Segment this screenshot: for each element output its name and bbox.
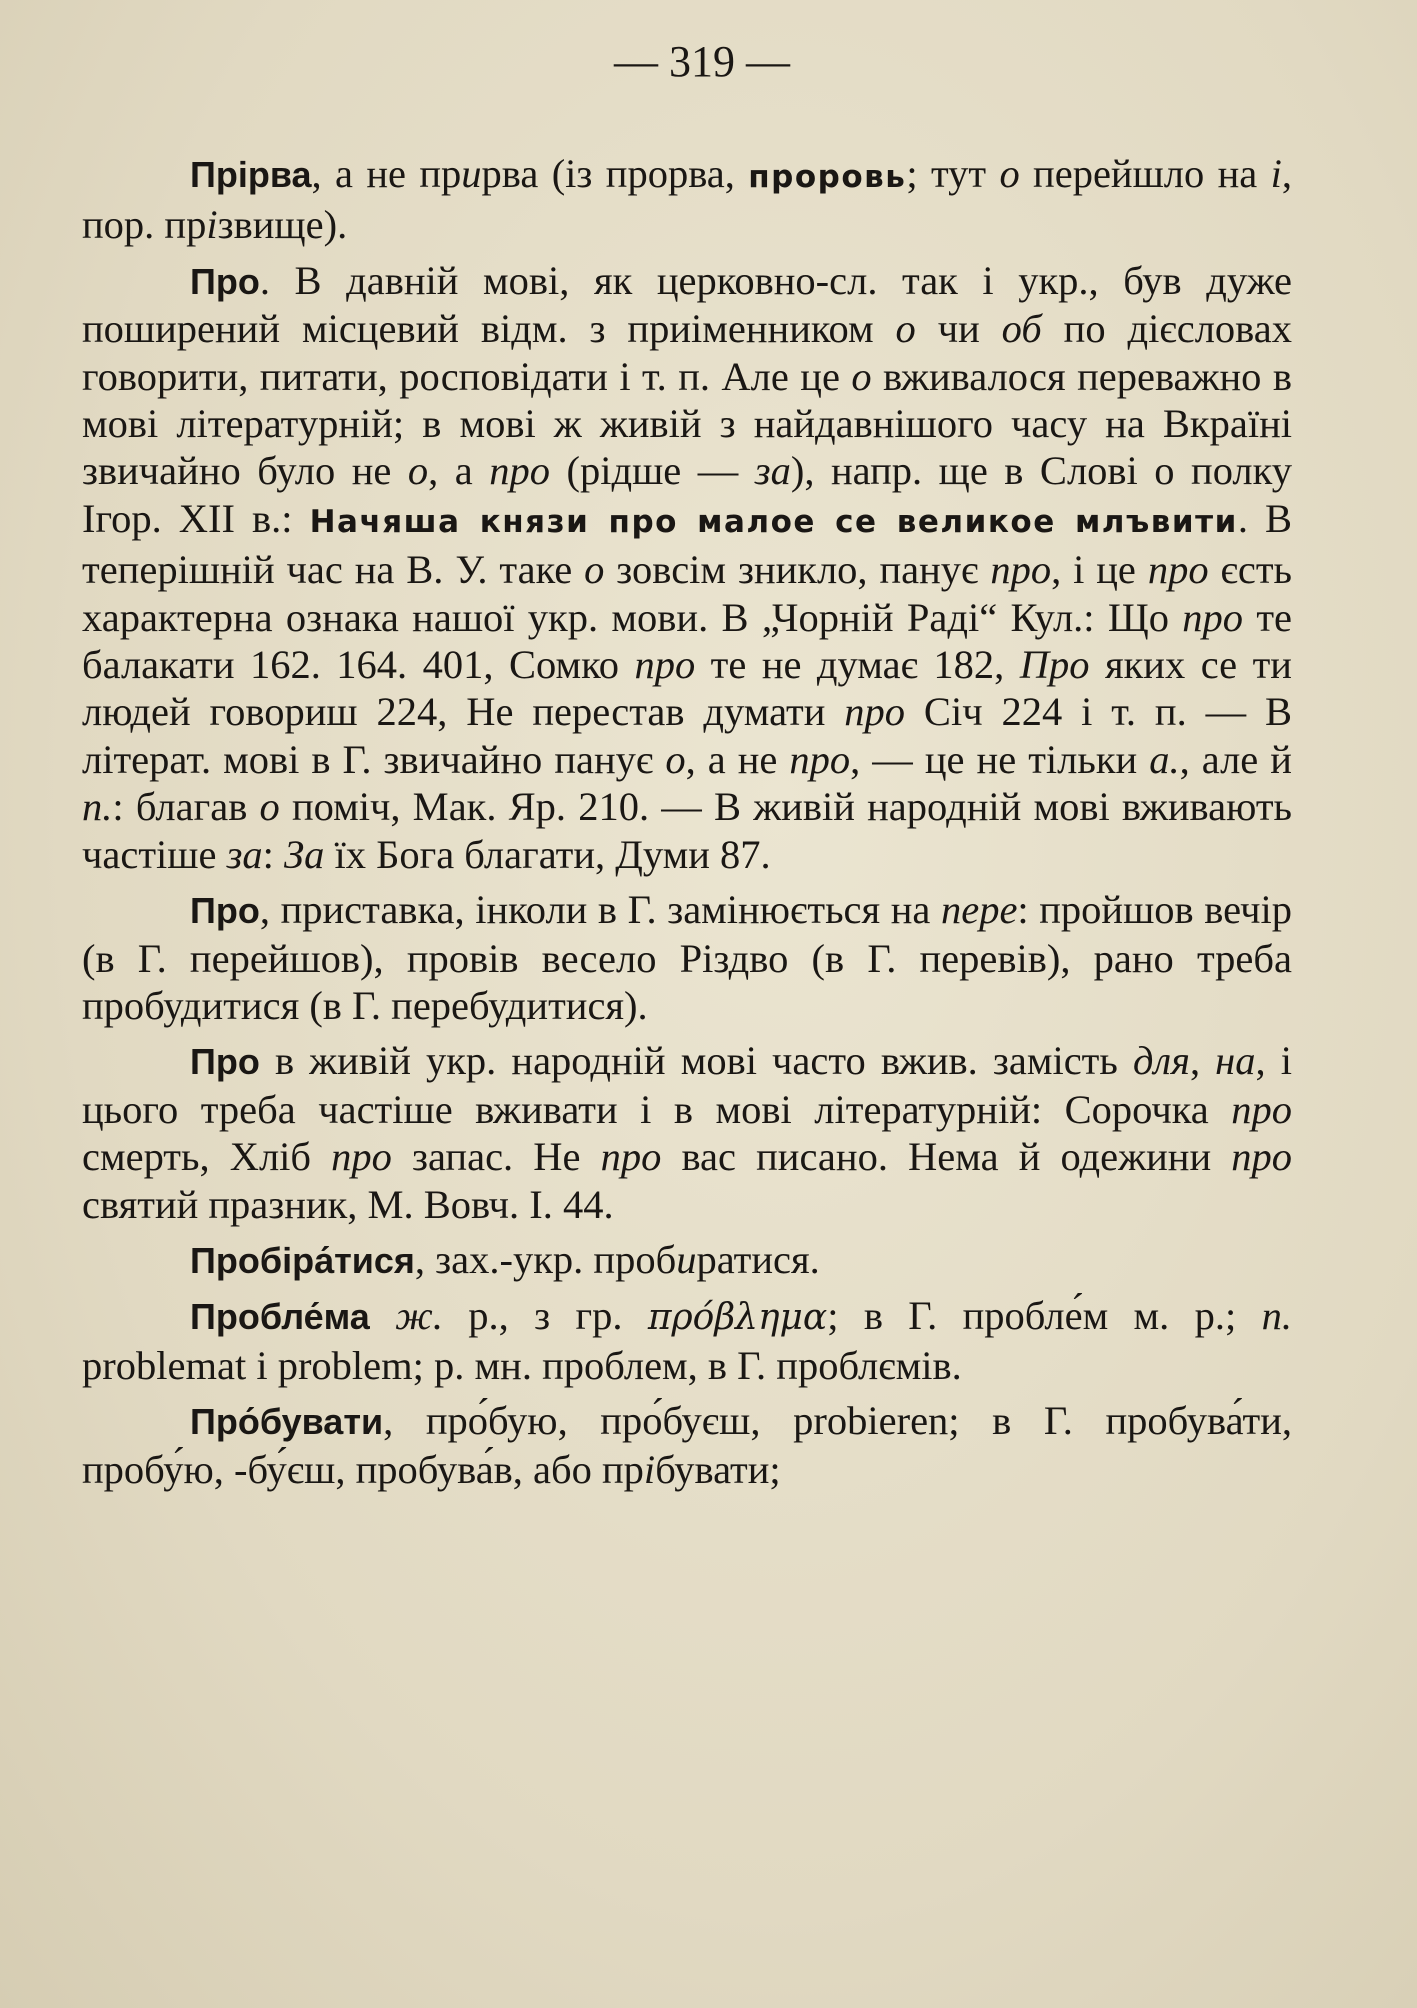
entry-text: , а не пр [311, 151, 462, 196]
italic-text: п. [82, 784, 113, 830]
entry-text: , зах.-укр. проб [414, 1236, 677, 1282]
entry-text: єсть характерна ознака нашої укр. мови. В „Чорній Раді“ Кул.: Що [82, 547, 1292, 640]
entry-text: р., з гр. [442, 1293, 648, 1339]
italic-text: про [600, 1134, 662, 1180]
entry-text: те балакати 162. 164. 401, Сомко [82, 594, 1292, 688]
entry-text: , [1189, 1038, 1216, 1084]
dictionary-entry [82, 886, 1292, 1029]
entry-headword: Прірва [190, 154, 312, 195]
entry-text: ), напр. ще в Слові о полку Ігор. XII в.: [82, 448, 1292, 541]
entry-headword: Про́бувати [190, 1401, 384, 1443]
italic-text: для [1132, 1038, 1190, 1084]
dictionary-entry [82, 1292, 1292, 1389]
entry-text [370, 1293, 395, 1338]
italic-text: ж. [395, 1293, 443, 1339]
entry-text: вас писано. Нема й одежини [661, 1134, 1232, 1180]
entry-text: , — це не тільки [850, 736, 1150, 782]
entry-text: рва (із прорва, [481, 151, 749, 196]
entry-text: , а [428, 448, 490, 494]
entry-text: поміч, Мак. Яр. 210. — В живій народній мові вживають частіше [82, 784, 1293, 877]
entry-text: , пор. пр [82, 151, 1292, 248]
dictionary-entry [82, 150, 1292, 249]
italic-text: про [331, 1134, 392, 1180]
italic-text: і [1270, 151, 1282, 196]
church-slavonic-quote: Начяша князи про малое се великое млъвити [309, 503, 1238, 540]
italic-text: про [844, 689, 906, 735]
italic-text: Про [1019, 642, 1090, 688]
entry-text: зовсім зникло, панує [604, 547, 991, 593]
entry-text: : [262, 831, 285, 877]
italic-text: про [1231, 1134, 1293, 1180]
entries-container [82, 150, 1292, 1493]
entry-text: смерть, Хліб [82, 1134, 332, 1180]
entry-headword: Про [190, 1041, 260, 1083]
italic-text: про [634, 642, 696, 688]
italic-text: об [1001, 306, 1042, 352]
entry-text: . В теперішній час на В. У. таке [82, 495, 1293, 593]
entry-text: святий празник, М. Вовч. І. 44. [82, 1181, 614, 1227]
italic-text: о [851, 353, 872, 399]
entry-text: , але й [1179, 736, 1292, 782]
italic-text: и [461, 151, 482, 196]
page-number: — 319 — [614, 37, 790, 86]
italic-text: про [1231, 1086, 1292, 1132]
entry-text: (рідше — [550, 448, 755, 494]
entry-text: по дієсловах говорити, питати, росповідати і т. п. Але це [82, 306, 1292, 399]
italic-text: про [789, 736, 851, 782]
italic-text: и [676, 1236, 697, 1282]
entry-text: запас. Не [391, 1134, 601, 1180]
italic-text: п. [1261, 1293, 1292, 1339]
entry-text: звище). [217, 202, 348, 248]
entry-text: яких се ти людей говориш 224, Не перестав думати [82, 642, 1292, 735]
entry-headword: Про [190, 260, 260, 302]
italic-text: на [1215, 1038, 1256, 1084]
entry-text: ; тут [906, 151, 1000, 196]
dictionary-entry [82, 1236, 1292, 1284]
entry-text: ратися. [696, 1236, 820, 1282]
dictionary-entry [82, 1397, 1292, 1493]
italic-text: про [1147, 547, 1209, 593]
italic-text: за [226, 831, 263, 877]
entry-headword: Пробіра́тися [190, 1239, 415, 1281]
italic-text: о [407, 448, 429, 494]
entry-text: : благав [112, 784, 260, 830]
italic-text: о [895, 306, 916, 352]
italic-text: За [284, 831, 325, 877]
italic-text: про [990, 547, 1052, 593]
entry-text: вживалося переважно в мові літературній; в мові ж живій з найдавнішого часу на Вкраїні звичайно було не [82, 353, 1292, 494]
entry-headword: Пробле́ма [190, 1296, 370, 1338]
entry-text: . В давній мові, як церковно-сл. так і укр., був дуже поширений місцевий відм. з приіменником [82, 257, 1292, 352]
entry-text: те не думає 182, [695, 642, 1020, 688]
italic-text: про [489, 448, 551, 494]
italic-text: пере [940, 887, 1018, 933]
entry-text: чи [915, 306, 1002, 352]
entry-text: , а не [685, 736, 790, 782]
entry-text: , приставка, інколи в Г. замінюється на [259, 887, 941, 933]
dictionary-entry [82, 257, 1292, 878]
entry-text: ; в Г. пробле́м м. р.; [827, 1293, 1262, 1339]
greek-word: πρόβλημα [647, 1297, 828, 1339]
italic-text: о [665, 736, 686, 782]
italic-text: про [1182, 594, 1244, 640]
italic-text: і [206, 202, 218, 248]
italic-text: за [754, 448, 791, 494]
entry-text: : пройшов вечір (в Г. перейшов), провів весело Різдво (в Г. перевів), рано треба пробудитися (в Г. перебудитися). [82, 887, 1292, 1028]
entry-text: перейшло на [1019, 151, 1271, 196]
italic-text: і [643, 1446, 656, 1492]
italic-text: о [584, 547, 605, 593]
entry-text: , і це [1051, 547, 1148, 593]
entry-text: Січ 224 і т. п. — В літерат. мові в Г. звичайно панує [82, 689, 1292, 782]
italic-text: о [259, 784, 280, 830]
entry-text: , і цього треба частіше вживати і в мові літературній: Сорочка [82, 1038, 1292, 1132]
entry-text: їх Бога благати, Думи 87. [324, 831, 771, 877]
italic-text: а. [1149, 736, 1180, 782]
entry-text: бувати; [655, 1446, 781, 1492]
church-slavonic-quote: проровь [748, 159, 907, 195]
entry-text: problemat і problem; р. мн. проблем, в Г. проблємів. [82, 1342, 962, 1388]
entry-text: , про́бую, про́буєш, probieren; в Г. пробува́ти, пробу́ю, -бу́єш, пробува́в, або пр [82, 1398, 1292, 1492]
entry-headword: Про [190, 890, 260, 932]
italic-text: о [999, 151, 1020, 196]
dictionary-entry [82, 1037, 1292, 1228]
entry-text: в живій укр. народній мові часто вжив. замість [259, 1038, 1133, 1084]
